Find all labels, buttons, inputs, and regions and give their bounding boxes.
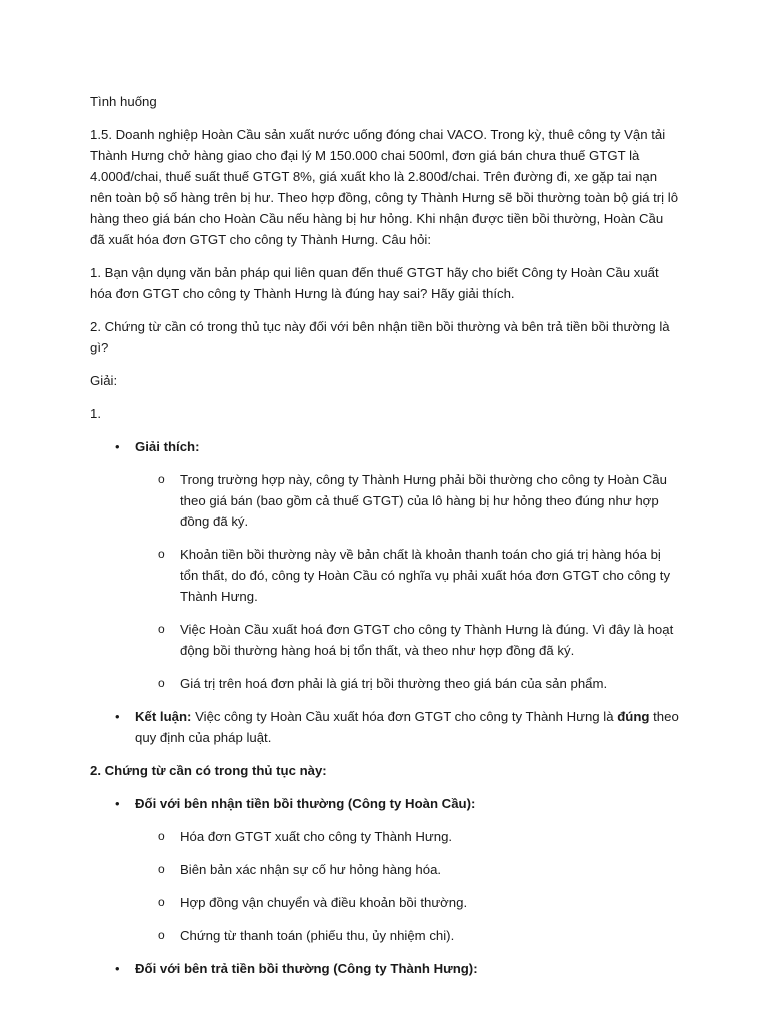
conclusion-text-after: theo quy định của pháp luật. (135, 709, 679, 745)
list-item (135, 925, 680, 946)
receiver-item (90, 793, 680, 946)
receiver-label: Đối với bên nhận tiền bồi thường (Công ty Hoàn Cầu): (135, 796, 476, 811)
explanation-text: Trong trường hợp này, công ty Thành Hưng phải bồi thường cho công ty Hoàn Cầu theo giá bán (bao gồm cả thuế GTGT) của lô hàng bị hư hỏng theo đúng như hợp đồng đã ký. (180, 472, 667, 529)
list-item (135, 673, 680, 694)
bullet-circle: o (158, 928, 165, 942)
problem-statement: 1.5. Doanh nghiệp Hoàn Cầu sản xuất nước uống đóng chai VACO. Trong kỳ, thuê công ty Vận tải Thành Hưng chở hàng giao cho đại lý M 150.000 chai 500ml, đơn giá bán chưa thuế GTGT là 4.000đ/chai, thuế suất thuế GTGT 8%, giá xuất kho là 2.800đ/chai. Trên đường đi, xe gặp tai nạn nên toàn bộ số hàng trên bị hư. Theo hợp đồng, công ty Thành Hưng sẽ bồi thường toàn bộ giá trị lô hàng theo giá bán cho Hoàn Cầu nếu hàng bị hư hỏng. Khi nhận được tiền bồi thường, Hoàn Cầu đã xuất hóa đơn GTGT cho công ty Thành Hưng. Câu hỏi: (90, 127, 679, 247)
bullet-dot: • (115, 709, 120, 724)
conclusion-label: Kết luận: (135, 709, 192, 724)
explanation-text: Việc Hoàn Cầu xuất hoá đơn GTGT cho công ty Thành Hưng là đúng. Vì đây là hoạt động bồi thường hàng hoá bị tổn thất, và theo như hợp đồng đã ký. (180, 622, 674, 658)
list-item (135, 469, 680, 532)
payer-label: Đối với bên trả tiền bồi thường (Công ty Thành Hưng): (135, 961, 478, 976)
list-item (135, 859, 680, 880)
section-2-heading: 2. Chứng từ cần có trong thủ tục này: (90, 763, 327, 778)
receiver-sublist (135, 826, 680, 946)
payer-item (90, 958, 680, 979)
section-1-label: 1. (90, 406, 101, 421)
explanation-item (90, 436, 680, 694)
question-1: 1. Bạn vận dụng văn bản pháp qui liên quan đến thuế GTGT hãy cho biết Công ty Hoàn Cầu xuất hóa đơn GTGT cho công ty Thành Hưng là đúng hay sai? Hãy giải thích. (90, 265, 659, 301)
explanation-text: Khoản tiền bồi thường này về bản chất là khoản thanh toán cho giá trị hàng hóa bị tổn thất, do đó, công ty Hoàn Cầu có nghĩa vụ phải xuất hóa đơn GTGT cho công ty Thành Hưng. (180, 547, 671, 604)
receiver-document: Chứng từ thanh toán (phiếu thu, ủy nhiệm chi). (180, 928, 455, 943)
receiver-document: Hợp đồng vận chuyển và điều khoản bồi thường. (180, 895, 468, 910)
bullet-circle: o (158, 622, 165, 636)
bullet-circle: o (158, 895, 165, 909)
solution-label: Giải: (90, 373, 118, 388)
bullet-circle: o (158, 676, 165, 690)
bullet-circle: o (158, 472, 165, 486)
document-page (90, 91, 680, 991)
bullet-circle: o (158, 547, 165, 561)
bullet-dot: • (115, 796, 120, 811)
list-item (135, 619, 680, 661)
bullet-circle: o (158, 862, 165, 876)
bullet-circle: o (158, 829, 165, 843)
conclusion-item (90, 706, 680, 748)
list-item (135, 826, 680, 847)
receiver-document: Hóa đơn GTGT xuất cho công ty Thành Hưng. (180, 829, 453, 844)
document-title: Tình huống (90, 94, 157, 109)
section-1-list (90, 436, 680, 748)
question-2: 2. Chứng từ cần có trong thủ tục này đối với bên nhận tiền bồi thường và bên trả tiền bồi thường là gì? (90, 319, 670, 355)
conclusion-text-before: Việc công ty Hoàn Cầu xuất hóa đơn GTGT cho công ty Thành Hưng là (191, 709, 618, 724)
section-2-list (90, 793, 680, 979)
list-item (135, 544, 680, 607)
receiver-document: Biên bản xác nhận sự cố hư hỏng hàng hóa. (180, 862, 442, 877)
explanation-sublist (135, 469, 680, 694)
bullet-dot: • (115, 439, 120, 454)
list-item (135, 892, 680, 913)
bullet-dot: • (115, 961, 120, 976)
conclusion-emphasis: đúng (617, 709, 650, 724)
explanation-label: Giải thích: (135, 439, 200, 454)
explanation-text: Giá trị trên hoá đơn phải là giá trị bồi thường theo giá bán của sản phẩm. (180, 676, 608, 691)
